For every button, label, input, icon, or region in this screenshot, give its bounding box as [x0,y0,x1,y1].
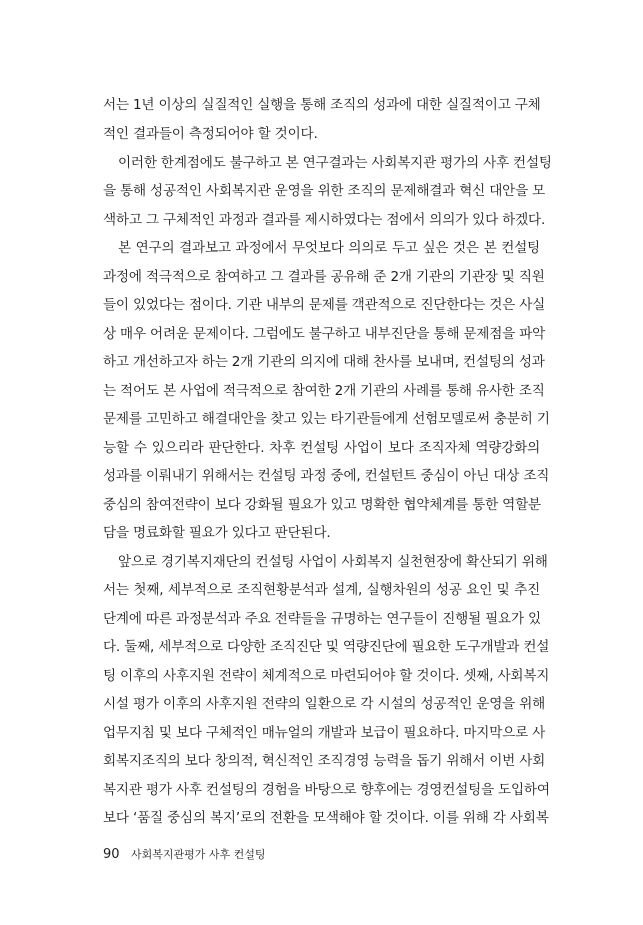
paragraph-line: 상 매우 어려운 문제이다. 그럼에도 불구하고 내부진단을 통해 문제점을 파악 [103,326,546,342]
paragraph-line: 서는 첫째, 세부적으로 조직현황분석과 설계, 실행차원의 성공 요인 및 추진 [103,582,540,598]
page-footer [103,848,266,862]
paragraph-line: 앞으로 경기복지재단의 컨설팅 사업이 사회복지 실천현장에 확산되기 위해 [118,554,548,570]
page-number: 90 [103,847,120,862]
paragraph-line: 팅 이후의 사후지원 전략이 체계적으로 마련되어야 할 것이다. 셋째, 사회복지 [103,668,550,684]
paragraph-line: 서는 1년 이상의 실질적인 실행을 통해 조직의 성과에 대한 실질적이고 구체 [103,97,541,113]
paragraph-line: 색하고 그 구체적인 과정과 결과를 제시하였다는 점에서 의의가 있다 하겠다. [103,212,546,228]
paragraph-line: 회복지조직의 보다 창의적, 혁신적인 조직경영 능력을 돕기 위해서 이번 사회 [103,753,546,769]
paragraph-line: 을 통해 성공적인 사회복지관 운영을 위한 조직의 문제해결과 혁신 대안을 모 [103,183,546,199]
paragraph-line: 업무지침 및 보다 구체적인 매뉴얼의 개발과 보급이 필요하다. 마지막으로 사 [103,725,546,741]
paragraph-line: 는 적어도 본 사업에 적극적으로 참여한 2개 기관의 사례를 통해 유사한 조직 [103,383,545,399]
paragraph-line: 성과를 이뤄내기 위해서는 컨설팅 과정 중에, 컨설턴트 중심이 아닌 대상 조직 [103,468,550,484]
paragraph-line: 다. 둘째, 세부적으로 다양한 조직진단 및 역량진단에 필요한 도구개발과 컨설 [103,639,550,655]
paragraph-line: 하고 개선하고자 하는 2개 기관의 의지에 대해 찬사를 보내며, 컨설팅의 성과 [103,354,545,370]
paragraph-line: 본 연구의 결과보고 과정에서 무엇보다 의의로 두고 싶은 것은 본 컨설팅 [118,240,540,256]
paragraph-line: 시설 평가 이후의 사후지원 전략의 일환으로 각 시설의 성공적인 운영을 위해 [103,696,546,712]
paragraph-line: 단계에 따른 과정분석과 주요 전략들을 규명하는 연구들이 진행될 필요가 있 [103,611,541,627]
paragraph-line: 과정에 적극적으로 참여하고 그 결과를 공유해 준 2개 기관의 기관장 및 직원 [103,269,545,285]
paragraph-line: 능할 수 있으리라 판단한다. 차후 컨설팅 사업이 보다 조직자체 역량강화의 [103,440,540,456]
paragraph-line: 복지관 평가 사후 컨설팅의 경험을 바탕으로 향후에는 경영컨설팅을 도입하여 [103,782,550,798]
paragraph-line: 중심의 참여전략이 보다 강화될 필요가 있고 명확한 협약체계를 통한 역할분 [103,497,541,513]
paragraph-line: 담을 명료화할 필요가 있다고 판단된다. [103,525,331,541]
paragraph-line: 보다 ‘품질 중심의 복지’로의 전환을 모색해야 할 것이다. 이를 위해 각 사회복 [103,810,549,826]
paragraph-line: 문제를 고민하고 해결대안을 찾고 있는 타기관들에게 선험모델로써 충분히 기 [103,411,550,427]
paragraph-line: 이러한 한계점에도 불구하고 본 연구결과는 사회복지관 평가의 사후 컨설팅 [118,155,552,171]
running-title: 사회복지관평가 사후 컨설팅 [131,848,266,861]
paragraph-line: 적인 결과들이 측정되어야 할 것이다. [103,126,318,142]
paragraph-line: 들이 있었다는 점이다. 기관 내부의 문제를 객관적으로 진단한다는 것은 사실 [103,297,546,313]
